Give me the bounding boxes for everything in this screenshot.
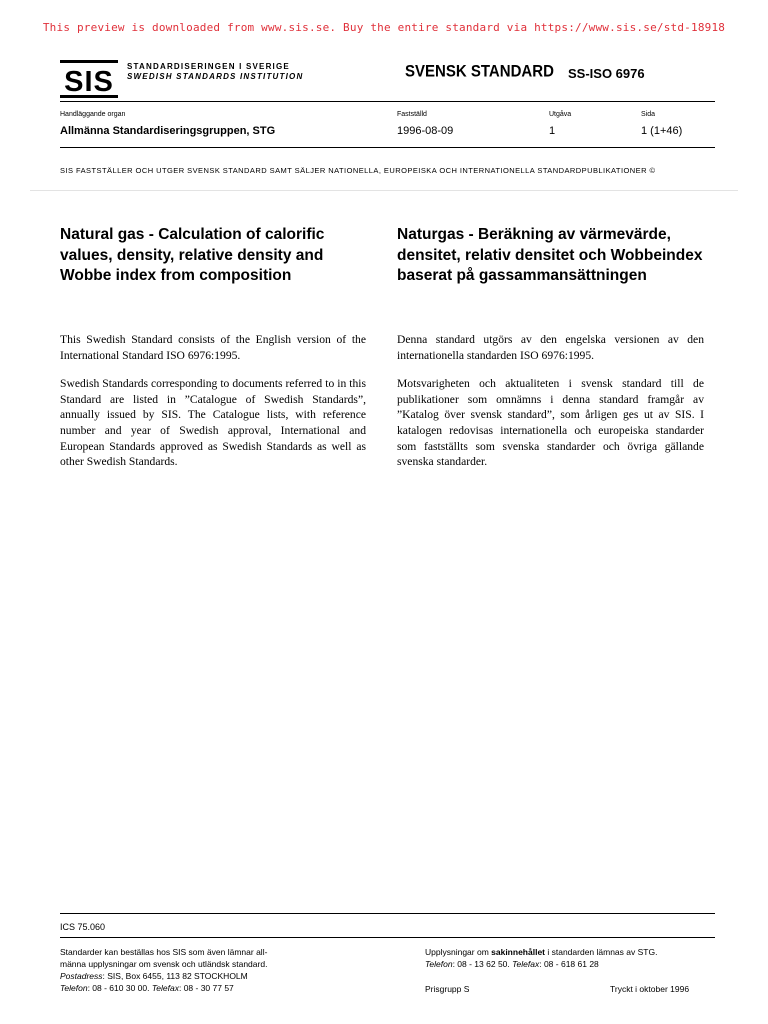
footer-rule-top	[60, 913, 715, 914]
paragraph-english-2: Swedish Standards corresponding to documents referred to in this Standard are listed in ”Catalogue of Swedish Standards”, annually issued by SIS. The Catalogue lists, with reference number and year of Swedish approval, International and European Standards approved as Swedish Standards as well as other Swedish Standards.	[60, 377, 366, 469]
paragraph-swedish-1: Denna standard utgörs av den engelska versionen av den internationella standarden ISO 6976:1995.	[397, 333, 704, 362]
sis-phone-value: : 08 - 610 30 00.	[87, 983, 150, 993]
paragraph-english-1: This Swedish Standard consists of the English version of the International Standard ISO 6976:1995.	[60, 333, 366, 362]
sis-contact	[60, 982, 390, 994]
content-info-line	[425, 946, 715, 958]
body-english	[60, 332, 366, 483]
ics-code: ICS 75.060	[60, 922, 106, 932]
paragraph-swedish-2: Motsvarigheten och aktualiteten i svensk standard till de publikationer som omnämns i denna standard framgår av ”Katalog över svensk standard”, som årligen ges ut av SIS. I katalogen redovisas internationella och europeiska standarder som fastställts som svenska standarder och övriga gällande svenska standarder.	[397, 377, 704, 469]
stg-contact	[425, 958, 715, 970]
ordering-info	[60, 946, 390, 994]
postal-value: : SIS, Box 6455, 113 82 STOCKHOLM	[102, 971, 248, 981]
sis-fax-label: Telefax	[151, 983, 179, 993]
sis-fax-value: : 08 - 30 77 57	[178, 983, 234, 993]
content-info-post: i standarden lämnas av STG.	[545, 947, 658, 957]
stg-fax-value: : 08 - 618 61 28	[539, 959, 599, 969]
content-info	[425, 946, 715, 970]
content-info-bold: sakinnehållet	[491, 947, 545, 957]
standard-label: SVENSK STANDARD	[405, 62, 554, 81]
established-label: Fastställd	[397, 111, 427, 118]
stg-phone-value: : 08 - 13 62 50.	[452, 959, 510, 969]
body-swedish	[397, 332, 704, 483]
page-label: Sida	[641, 111, 656, 118]
ordering-line-2: männa upplysningar om svensk och utländsk standard.	[60, 959, 268, 969]
sis-logo	[60, 60, 118, 98]
price-group: Prisgrupp S	[425, 984, 470, 994]
postal-label: Postadress	[60, 971, 103, 981]
svg-text:SIS: SIS	[64, 66, 114, 98]
print-date: Tryckt i oktober 1996	[610, 984, 690, 994]
notice-rule	[30, 190, 738, 191]
footer-rule-bottom	[60, 937, 715, 938]
edition-value: 1	[549, 125, 556, 137]
handler-label: Handläggande organ	[60, 111, 126, 118]
page-value: 1 (1+46)	[641, 125, 683, 137]
stg-phone-label: Telefon	[425, 959, 453, 969]
content-info-pre: Upplysningar om	[425, 947, 492, 957]
sis-phone-label: Telefon	[60, 983, 88, 993]
meta-rule	[60, 147, 715, 148]
handler-value: Allmänna Standardiseringsgruppen, STG	[60, 125, 276, 137]
standard-number: SS-ISO 6976	[568, 66, 645, 81]
org-name-swedish: STANDARDISERINGEN I SVERIGE	[127, 62, 290, 71]
established-value: 1996-08-09	[397, 125, 454, 137]
title-english: Natural gas - Calculation of calorific values, density, relative density and Wobbe index from composition	[60, 226, 325, 284]
postal-address	[60, 970, 390, 982]
title-swedish: Naturgas - Beräkning av värmevärde, densitet, relativ densitet och Wobbeindex baserat på gassammansättningen	[397, 226, 703, 284]
ordering-line-1: Standarder kan beställas hos SIS som även lämnar all-	[60, 947, 268, 957]
org-name-english: SWEDISH STANDARDS INSTITUTION	[127, 72, 304, 81]
edition-label: Utgåva	[549, 111, 572, 118]
preview-banner: This preview is downloaded from www.sis.se. Buy the entire standard via https://www.sis.se/std-18918	[42, 21, 726, 34]
stg-fax-label: Telefax	[512, 959, 540, 969]
publisher-notice: SIS FASTSTÄLLER OCH UTGER SVENSK STANDARD SAMT SÄLJER NATIONELLA, EUROPEISKA OCH INTERNATIONELLA STANDARDPUBLIKATIONER ©	[60, 166, 656, 175]
header-rule	[60, 101, 715, 102]
